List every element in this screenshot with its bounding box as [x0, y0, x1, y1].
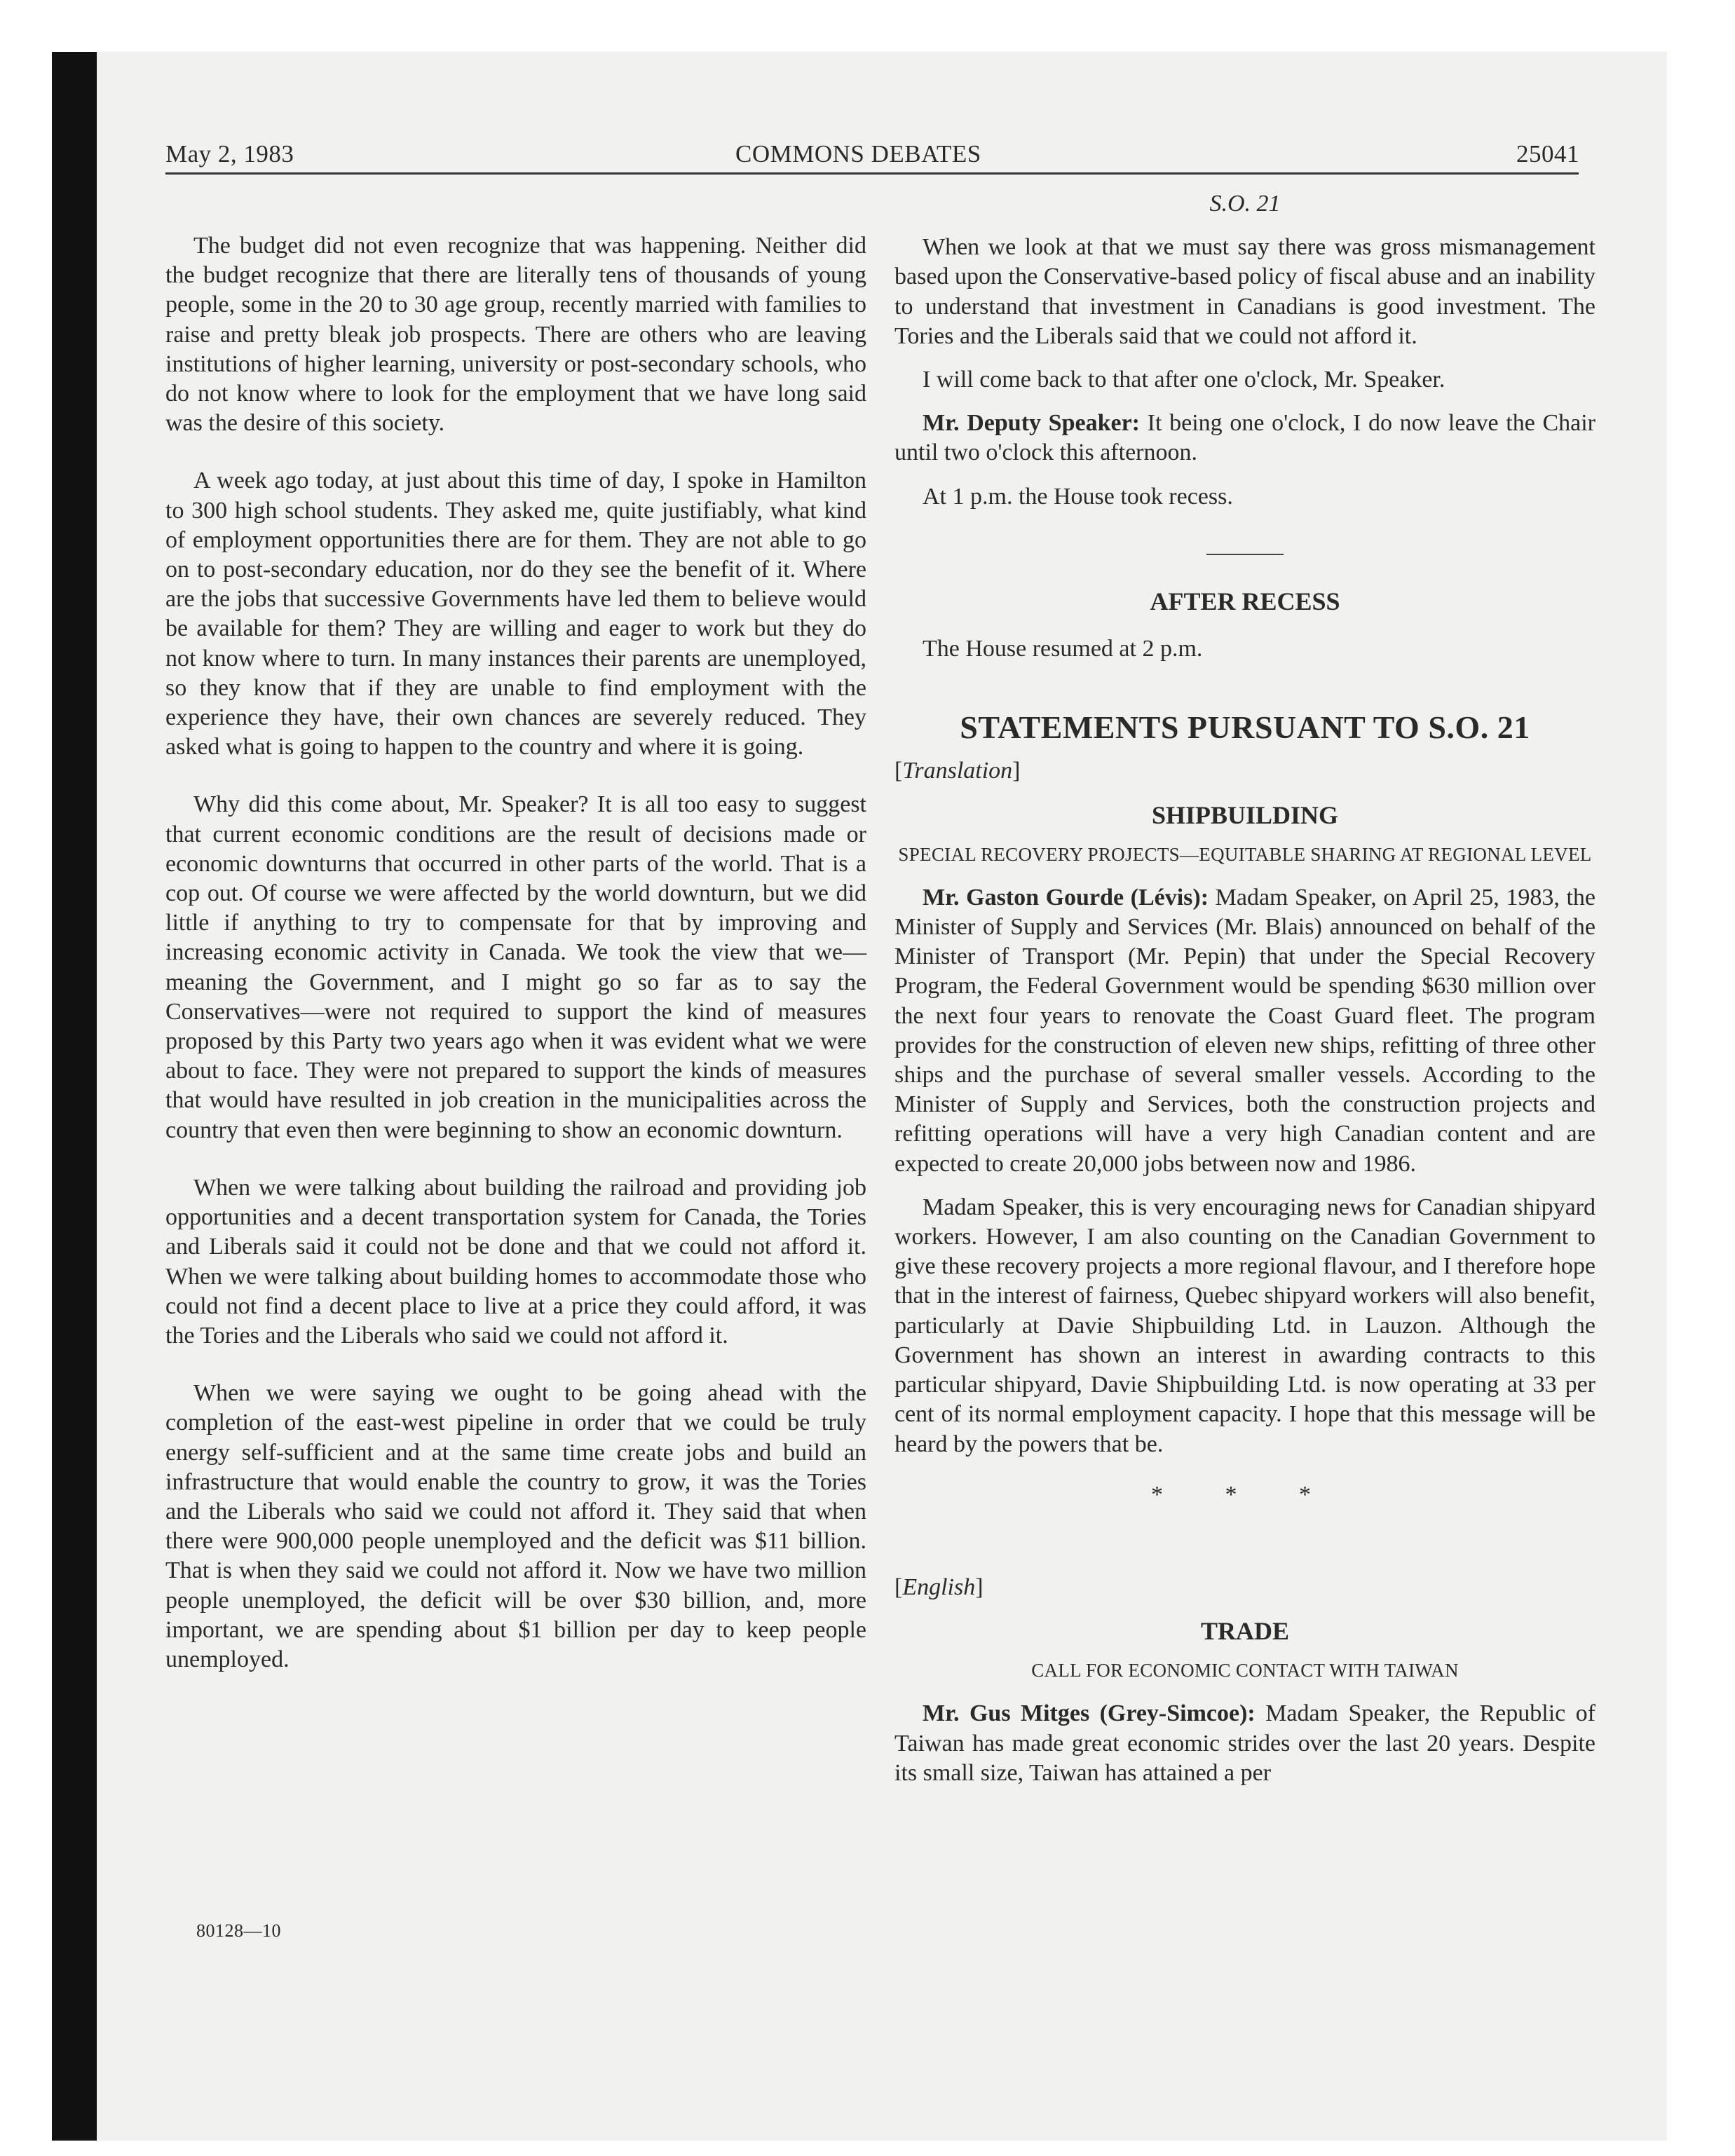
section-divider [1206, 554, 1284, 555]
header-title: COMMONS DEBATES [735, 140, 981, 168]
speaker-name: Mr. Gus Mitges (Grey-Simcoe): [923, 1700, 1256, 1727]
footer-code: 80128—10 [196, 1920, 281, 1941]
speech-text: Madam Speaker, on April 25, 1983, the Minister of Supply and Services (Mr. Blais) announced on behalf of the Minister of Transport (Mr. Pepin) that under the Special Recovery Program, the Federal Government would be spending $630 million over the next four years to renovate the Coast Guard fleet. The program provides for the construction of eleven new ships, refitting of three other ships and the purchase of several smaller vessels. According to the Minister of Supply and Services, both the construction projects and refitting operations will have a very high Canadian content and are expected to create 20,000 jobs between now and 1986. [894, 884, 1595, 1177]
translation-label: Translation [902, 758, 1013, 784]
section-stars: * * * [1151, 1481, 1339, 1508]
standing-order-tag: S.O. 21 [1209, 191, 1281, 217]
paragraph: Why did this come about, Mr. Speaker? It is all too easy to suggest that current economic conditions are the result of decisions made or economic downturns that occurred in other parts of the world. That is a cop out. Of course we were affected by the world downturn, but we did little if anything to try to compensate for that by improving and increasing economic activity in Canada. We took the view that we—meaning the Government, and I might go so far as to say the Conservatives—were not required to support the kind of measures proposed by this Party two years ago when it was evident what we were about to face. They were not prepared to support the kinds of measures that would have resulted in job creation in the municipalities across the country that even then were beginning to show an economic downturn. [165, 791, 866, 1143]
paragraph [894, 409, 1595, 468]
paragraph: When we were saying we ought to be going ahead with the completion of the east-west pipeline in order that we could be truly energy self-sufficient and at the same time create jobs and build an infrastructure that would enable the country to grow, it was the Tories and the Liberals who said we could not afford it. They said that when there were 900,000 people unemployed and the deficit was $11 billion. That is when they said we could not afford it. Now we have two million people unemployed, the deficit will be over $30 billion, and, more important, we are spending about $1 billion per day to keep people unemployed. [165, 1380, 866, 1672]
paragraph: A week ago today, at just about this time of day, I spoke in Hamilton to 300 high school students. They asked me, quite justifiably, what kind of employment opportunities there are for them. They are not able to go on to post-secondary education, nor do they see the benefit of it. Where are the jobs that successive Governments have led them to believe would be available for them? They are willing and eager to work but they do not know where to turn. In many instances their parents are unemployed, so they know that if they are unable to find employment with the experience they have, their own chances are severely reduced. They asked what is going to happen to the country and where it is going. [165, 468, 866, 760]
paragraph: At 1 p.m. the House took recess. [923, 483, 1233, 510]
paragraph: The House resumed at 2 p.m. [923, 636, 1203, 662]
header-rule [165, 172, 1579, 175]
paragraph: The budget did not even recognize that was happening. Neither did the budget recognize that there are literally tens of thousands of young people, some in the 20 to 30 age group, recently married with families to raise and pretty bleak job prospects. There are others who are leaving institutions of higher learning, university or post-secondary schools, who do not know where to look for the employment that we have long said was the desire of this society. [165, 233, 866, 437]
paragraph: When we were talking about building the railroad and providing job opportunities and a decent transportation system for Canada, the Tories and Liberals said it could not be done and that we could not afford it. When we were talking about building homes to accommodate those who could not find a decent place to live at a price they could afford, it was the Tories and the Liberals who said we could not afford it. [165, 1174, 866, 1349]
paragraph: I will come back to that after one o'clock, Mr. Speaker. [923, 367, 1445, 393]
speaker-name: Mr. Gaston Gourde (Lévis): [923, 884, 1209, 910]
right-column [894, 189, 1595, 1802]
after-recess-heading: AFTER RECESS [1150, 587, 1340, 615]
paragraph [894, 1699, 1595, 1788]
header-date: May 2, 1983 [165, 140, 294, 168]
shipbuilding-subtopic: SPECIAL RECOVERY PROJECTS—EQUITABLE SHARING AT REGIONAL LEVEL [898, 843, 1592, 865]
shipbuilding-heading: SHIPBUILDING [1151, 800, 1339, 829]
paragraph: When we look at that we must say there was gross mismanagement based upon the Conservative-based policy of fiscal abuse and an inability to understand that investment in Canadians is good investment. The Tories and the Liberals said that we could not afford it. [894, 234, 1595, 349]
translation-tag: [Translation] [894, 758, 1021, 784]
speech-text: Madam Speaker, the Republic of Taiwan has made great economic strides over the last 20 years. Despite its small size, Taiwan has attained a per [894, 1700, 1595, 1786]
english-tag: [English] [894, 1574, 984, 1600]
statements-heading: STATEMENTS PURSUANT TO S.O. 21 [960, 709, 1530, 746]
header-page-number: 25041 [1516, 140, 1579, 168]
paragraph: Madam Speaker, this is very encouraging news for Canadian shipyard workers. However, I am also counting on the Canadian Government to give these recovery projects a more regional flavour, and I therefore hope that in the interest of fairness, Quebec shipyard workers will also benefit, particularly at Davie Shipbuilding Ltd. in Lauzon. Although the Government has shown an interest in awarding contracts to this particular shipyard, Davie Shipbuilding Ltd. is now operating at 33 per cent of its normal employment capacity. I hope that this message will be heard by the powers that be. [894, 1194, 1595, 1457]
trade-heading: TRADE [1200, 1617, 1290, 1646]
english-label: English [902, 1574, 976, 1600]
speech-text: It being one o'clock, I do now leave the Chair until two o'clock this afternoon. [894, 410, 1596, 466]
speaker-name: Mr. Deputy Speaker: [923, 410, 1141, 437]
binding-edge [52, 52, 97, 2141]
paragraph [894, 883, 1595, 1179]
left-column [165, 231, 866, 1703]
trade-subtopic: CALL FOR ECONOMIC CONTACT WITH TAIWAN [1031, 1660, 1459, 1681]
